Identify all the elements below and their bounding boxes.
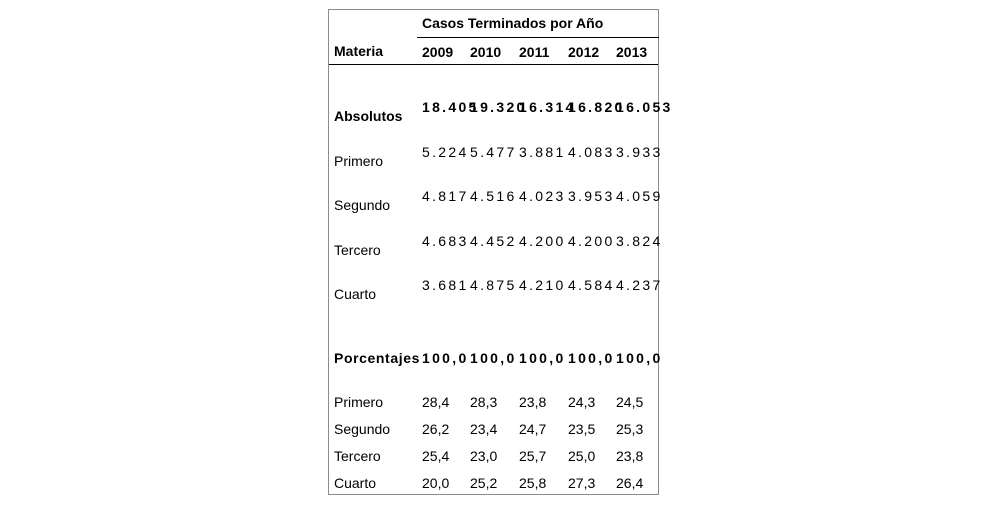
- header-title: Casos Terminados por Año: [422, 15, 604, 31]
- year-header: 2012: [568, 44, 600, 60]
- table-cell: 3.681: [422, 277, 469, 293]
- row-label: Cuarto: [334, 286, 377, 302]
- table-cell: 23,8: [519, 394, 547, 410]
- table-cell: 4.584: [568, 277, 615, 293]
- table-cell: 5.224: [422, 144, 469, 160]
- table-cell: 28,4: [422, 394, 450, 410]
- table-cell: 4.059: [616, 188, 663, 204]
- table-cell: 20,0: [422, 475, 450, 491]
- table-cell: 4.817: [422, 188, 469, 204]
- table-cell: 23,4: [470, 421, 498, 437]
- porcentajes-total-cell: 100,0: [519, 350, 566, 366]
- header-divider: [417, 37, 659, 38]
- year-header: 2010: [470, 44, 502, 60]
- absolutos-total-cell: 16.053: [616, 99, 673, 115]
- row-label: Tercero: [334, 448, 381, 464]
- absolutos-total-cell: 18.405: [422, 99, 479, 115]
- row-label: Primero: [334, 394, 384, 410]
- absolutos-total-cell: 19.320: [470, 99, 527, 115]
- table-cell: 25,4: [422, 448, 450, 464]
- table-cell: 27,3: [568, 475, 596, 491]
- row-label: Cuarto: [334, 475, 377, 491]
- porcentajes-total-cell: 100,0: [422, 350, 469, 366]
- table-cell: 3.953: [568, 188, 615, 204]
- table-cell: 26,2: [422, 421, 450, 437]
- table-cell: 4.683: [422, 233, 469, 249]
- table-cell: 4.516: [470, 188, 517, 204]
- header-bottom-rule: [329, 64, 658, 65]
- table-cell: 28,3: [470, 394, 498, 410]
- table-cell: 26,4: [616, 475, 644, 491]
- table-cell: 3.881: [519, 144, 566, 160]
- porcentajes-total-cell: 100,0: [470, 350, 517, 366]
- table-cell: 24,3: [568, 394, 596, 410]
- table-cell: 4.210: [519, 277, 566, 293]
- absolutos-total-cell: 16.314: [519, 99, 576, 115]
- table-cell: 23,8: [616, 448, 644, 464]
- table-cell: 3.933: [616, 144, 663, 160]
- table-cell: 25,8: [519, 475, 547, 491]
- year-header: 2009: [422, 44, 454, 60]
- porcentajes-total-cell: 100,0: [616, 350, 663, 366]
- table-cell: 4.452: [470, 233, 517, 249]
- table-cell: 4.023: [519, 188, 566, 204]
- table-cell: 25,2: [470, 475, 498, 491]
- table-cell: 24,7: [519, 421, 547, 437]
- table-cell: 3.824: [616, 233, 663, 249]
- section-label-porcentajes: Porcentajes: [334, 350, 420, 366]
- table-cell: 4.875: [470, 277, 517, 293]
- table-cell: 23,5: [568, 421, 596, 437]
- table-cell: 23,0: [470, 448, 498, 464]
- porcentajes-total-cell: 100,0: [568, 350, 615, 366]
- table-cell: 4.083: [568, 144, 615, 160]
- table-cell: 4.200: [519, 233, 566, 249]
- table-cell: 25,3: [616, 421, 644, 437]
- table-cell: 25,0: [568, 448, 596, 464]
- row-label: Segundo: [334, 197, 391, 213]
- row-label: Primero: [334, 153, 384, 169]
- table-cell: 5.477: [470, 144, 517, 160]
- year-header: 2013: [616, 44, 648, 60]
- section-label-absolutos: Absolutos: [334, 108, 403, 124]
- row-label: Tercero: [334, 242, 381, 258]
- table-cell: 4.237: [616, 277, 663, 293]
- materia-label: Materia: [334, 43, 384, 59]
- table-cell: 24,5: [616, 394, 644, 410]
- absolutos-total-cell: 16.820: [568, 99, 625, 115]
- table-cell: 4.200: [568, 233, 615, 249]
- row-label: Segundo: [334, 421, 391, 437]
- year-header: 2011: [519, 44, 550, 60]
- table-cell: 25,7: [519, 448, 547, 464]
